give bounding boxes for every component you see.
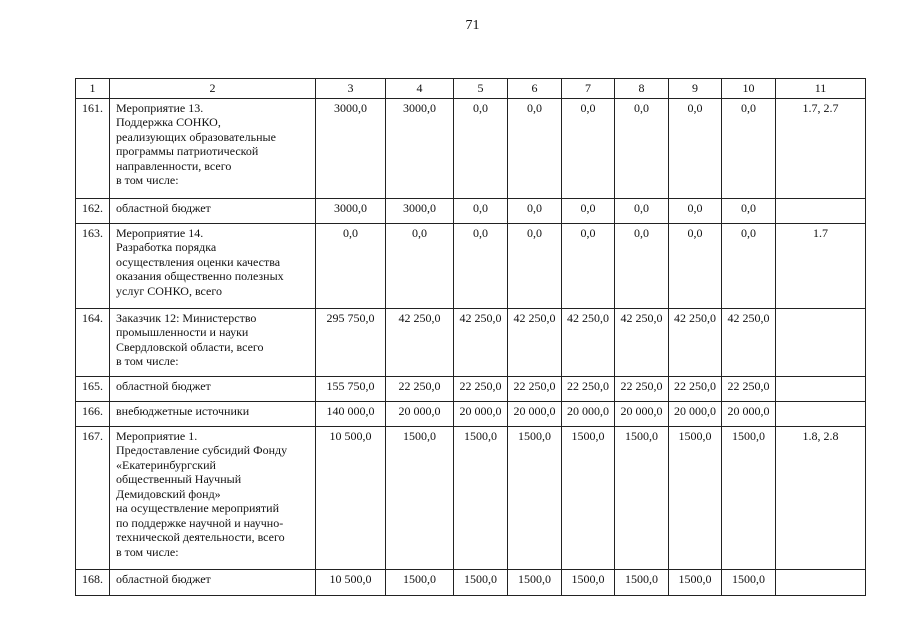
table-row [76,376,866,401]
amount-cell-col9: 0,0 [669,223,722,308]
amount-cell-col4: 3000,0 [386,198,454,223]
table-row [76,308,866,376]
amount-cell-col8: 0,0 [615,223,669,308]
amount-cell-col7: 0,0 [562,198,615,223]
amount-cell-col6: 0,0 [508,198,562,223]
amount-cell-col9: 42 250,0 [669,308,722,376]
reference-cell: 1.7, 2.7 [776,98,866,198]
amount-cell-col8: 1500,0 [615,426,669,569]
budget-table [75,78,866,596]
item-name-cell: областной бюджет [110,376,316,401]
reference-cell [776,401,866,426]
row-number-cell: 164. [76,308,110,376]
amount-cell-col9: 1500,0 [669,569,722,595]
header-cell: 3 [316,79,386,99]
amount-cell-col9: 0,0 [669,98,722,198]
amount-cell-col4: 3000,0 [386,98,454,198]
header-cell: 7 [562,79,615,99]
reference-cell [776,569,866,595]
amount-cell-col4: 22 250,0 [386,376,454,401]
amount-cell-col9: 22 250,0 [669,376,722,401]
amount-cell-col5: 0,0 [454,198,508,223]
header-cell: 8 [615,79,669,99]
amount-cell-col5: 42 250,0 [454,308,508,376]
reference-cell: 1.8, 2.8 [776,426,866,569]
amount-cell-col3: 3000,0 [316,98,386,198]
table-header-row [76,79,866,99]
item-name-cell: внебюджетные источники [110,401,316,426]
amount-cell-col4: 1500,0 [386,569,454,595]
amount-cell-col6: 1500,0 [508,426,562,569]
amount-cell-col3: 295 750,0 [316,308,386,376]
table-row [76,569,866,595]
amount-cell-col7: 42 250,0 [562,308,615,376]
amount-cell-col3: 155 750,0 [316,376,386,401]
amount-cell-col3: 3000,0 [316,198,386,223]
header-cell: 2 [110,79,316,99]
amount-cell-col9: 20 000,0 [669,401,722,426]
row-number-cell: 165. [76,376,110,401]
amount-cell-col6: 0,0 [508,223,562,308]
amount-cell-col4: 0,0 [386,223,454,308]
amount-cell-col10: 1500,0 [722,426,776,569]
amount-cell-col5: 20 000,0 [454,401,508,426]
amount-cell-col8: 22 250,0 [615,376,669,401]
page-number: 71 [465,18,480,33]
amount-cell-col6: 0,0 [508,98,562,198]
amount-cell-col10: 22 250,0 [722,376,776,401]
amount-cell-col7: 1500,0 [562,426,615,569]
amount-cell-col4: 1500,0 [386,426,454,569]
row-number-cell: 163. [76,223,110,308]
amount-cell-col6: 20 000,0 [508,401,562,426]
amount-cell-col9: 0,0 [669,198,722,223]
row-number-cell: 161. [76,98,110,198]
amount-cell-col10: 20 000,0 [722,401,776,426]
amount-cell-col8: 20 000,0 [615,401,669,426]
table-row [76,401,866,426]
amount-cell-col10: 42 250,0 [722,308,776,376]
amount-cell-col3: 10 500,0 [316,569,386,595]
amount-cell-col7: 0,0 [562,98,615,198]
reference-cell [776,308,866,376]
table-row [76,426,866,569]
amount-cell-col4: 42 250,0 [386,308,454,376]
amount-cell-col7: 1500,0 [562,569,615,595]
reference-cell: 1.7 [776,223,866,308]
header-cell: 6 [508,79,562,99]
row-number-cell: 168. [76,569,110,595]
item-name-cell: областной бюджет [110,198,316,223]
header-cell: 1 [76,79,110,99]
item-name-cell: Мероприятие 13. Поддержка СОНКО, реализующих образовательные программы патриотической направленности, всего в том числе: [110,98,316,198]
amount-cell-col5: 1500,0 [454,426,508,569]
item-name-cell: Мероприятие 1. Предоставление субсидий Фонду «Екатеринбургский общественный Научный Демидовский фонд» на осуществление мероприятий по поддержке научной и научно- технической деятельности, всего в том числе: [110,426,316,569]
amount-cell-col5: 22 250,0 [454,376,508,401]
amount-cell-col8: 42 250,0 [615,308,669,376]
amount-cell-col10: 0,0 [722,198,776,223]
amount-cell-col5: 0,0 [454,98,508,198]
row-number-cell: 166. [76,401,110,426]
reference-cell [776,198,866,223]
amount-cell-col3: 0,0 [316,223,386,308]
amount-cell-col6: 22 250,0 [508,376,562,401]
amount-cell-col6: 42 250,0 [508,308,562,376]
amount-cell-col7: 20 000,0 [562,401,615,426]
item-name-cell: Заказчик 12: Министерство промышленности и науки Свердловской области, всего в том числе: [110,308,316,376]
amount-cell-col7: 0,0 [562,223,615,308]
amount-cell-col10: 0,0 [722,98,776,198]
amount-cell-col3: 10 500,0 [316,426,386,569]
amount-cell-col8: 1500,0 [615,569,669,595]
header-cell: 11 [776,79,866,99]
amount-cell-col3: 140 000,0 [316,401,386,426]
header-cell: 5 [454,79,508,99]
reference-cell [776,376,866,401]
amount-cell-col5: 1500,0 [454,569,508,595]
row-number-cell: 162. [76,198,110,223]
header-cell: 9 [669,79,722,99]
amount-cell-col10: 0,0 [722,223,776,308]
amount-cell-col4: 20 000,0 [386,401,454,426]
amount-cell-col10: 1500,0 [722,569,776,595]
table-row [76,98,866,198]
amount-cell-col9: 1500,0 [669,426,722,569]
amount-cell-col5: 0,0 [454,223,508,308]
row-number-cell: 167. [76,426,110,569]
table-row [76,198,866,223]
amount-cell-col8: 0,0 [615,98,669,198]
header-cell: 4 [386,79,454,99]
table-row [76,223,866,308]
amount-cell-col7: 22 250,0 [562,376,615,401]
header-cell: 10 [722,79,776,99]
amount-cell-col6: 1500,0 [508,569,562,595]
item-name-cell: Мероприятие 14. Разработка порядка осуществления оценки качества оказания общественно полезных услуг СОНКО, всего [110,223,316,308]
item-name-cell: областной бюджет [110,569,316,595]
amount-cell-col8: 0,0 [615,198,669,223]
